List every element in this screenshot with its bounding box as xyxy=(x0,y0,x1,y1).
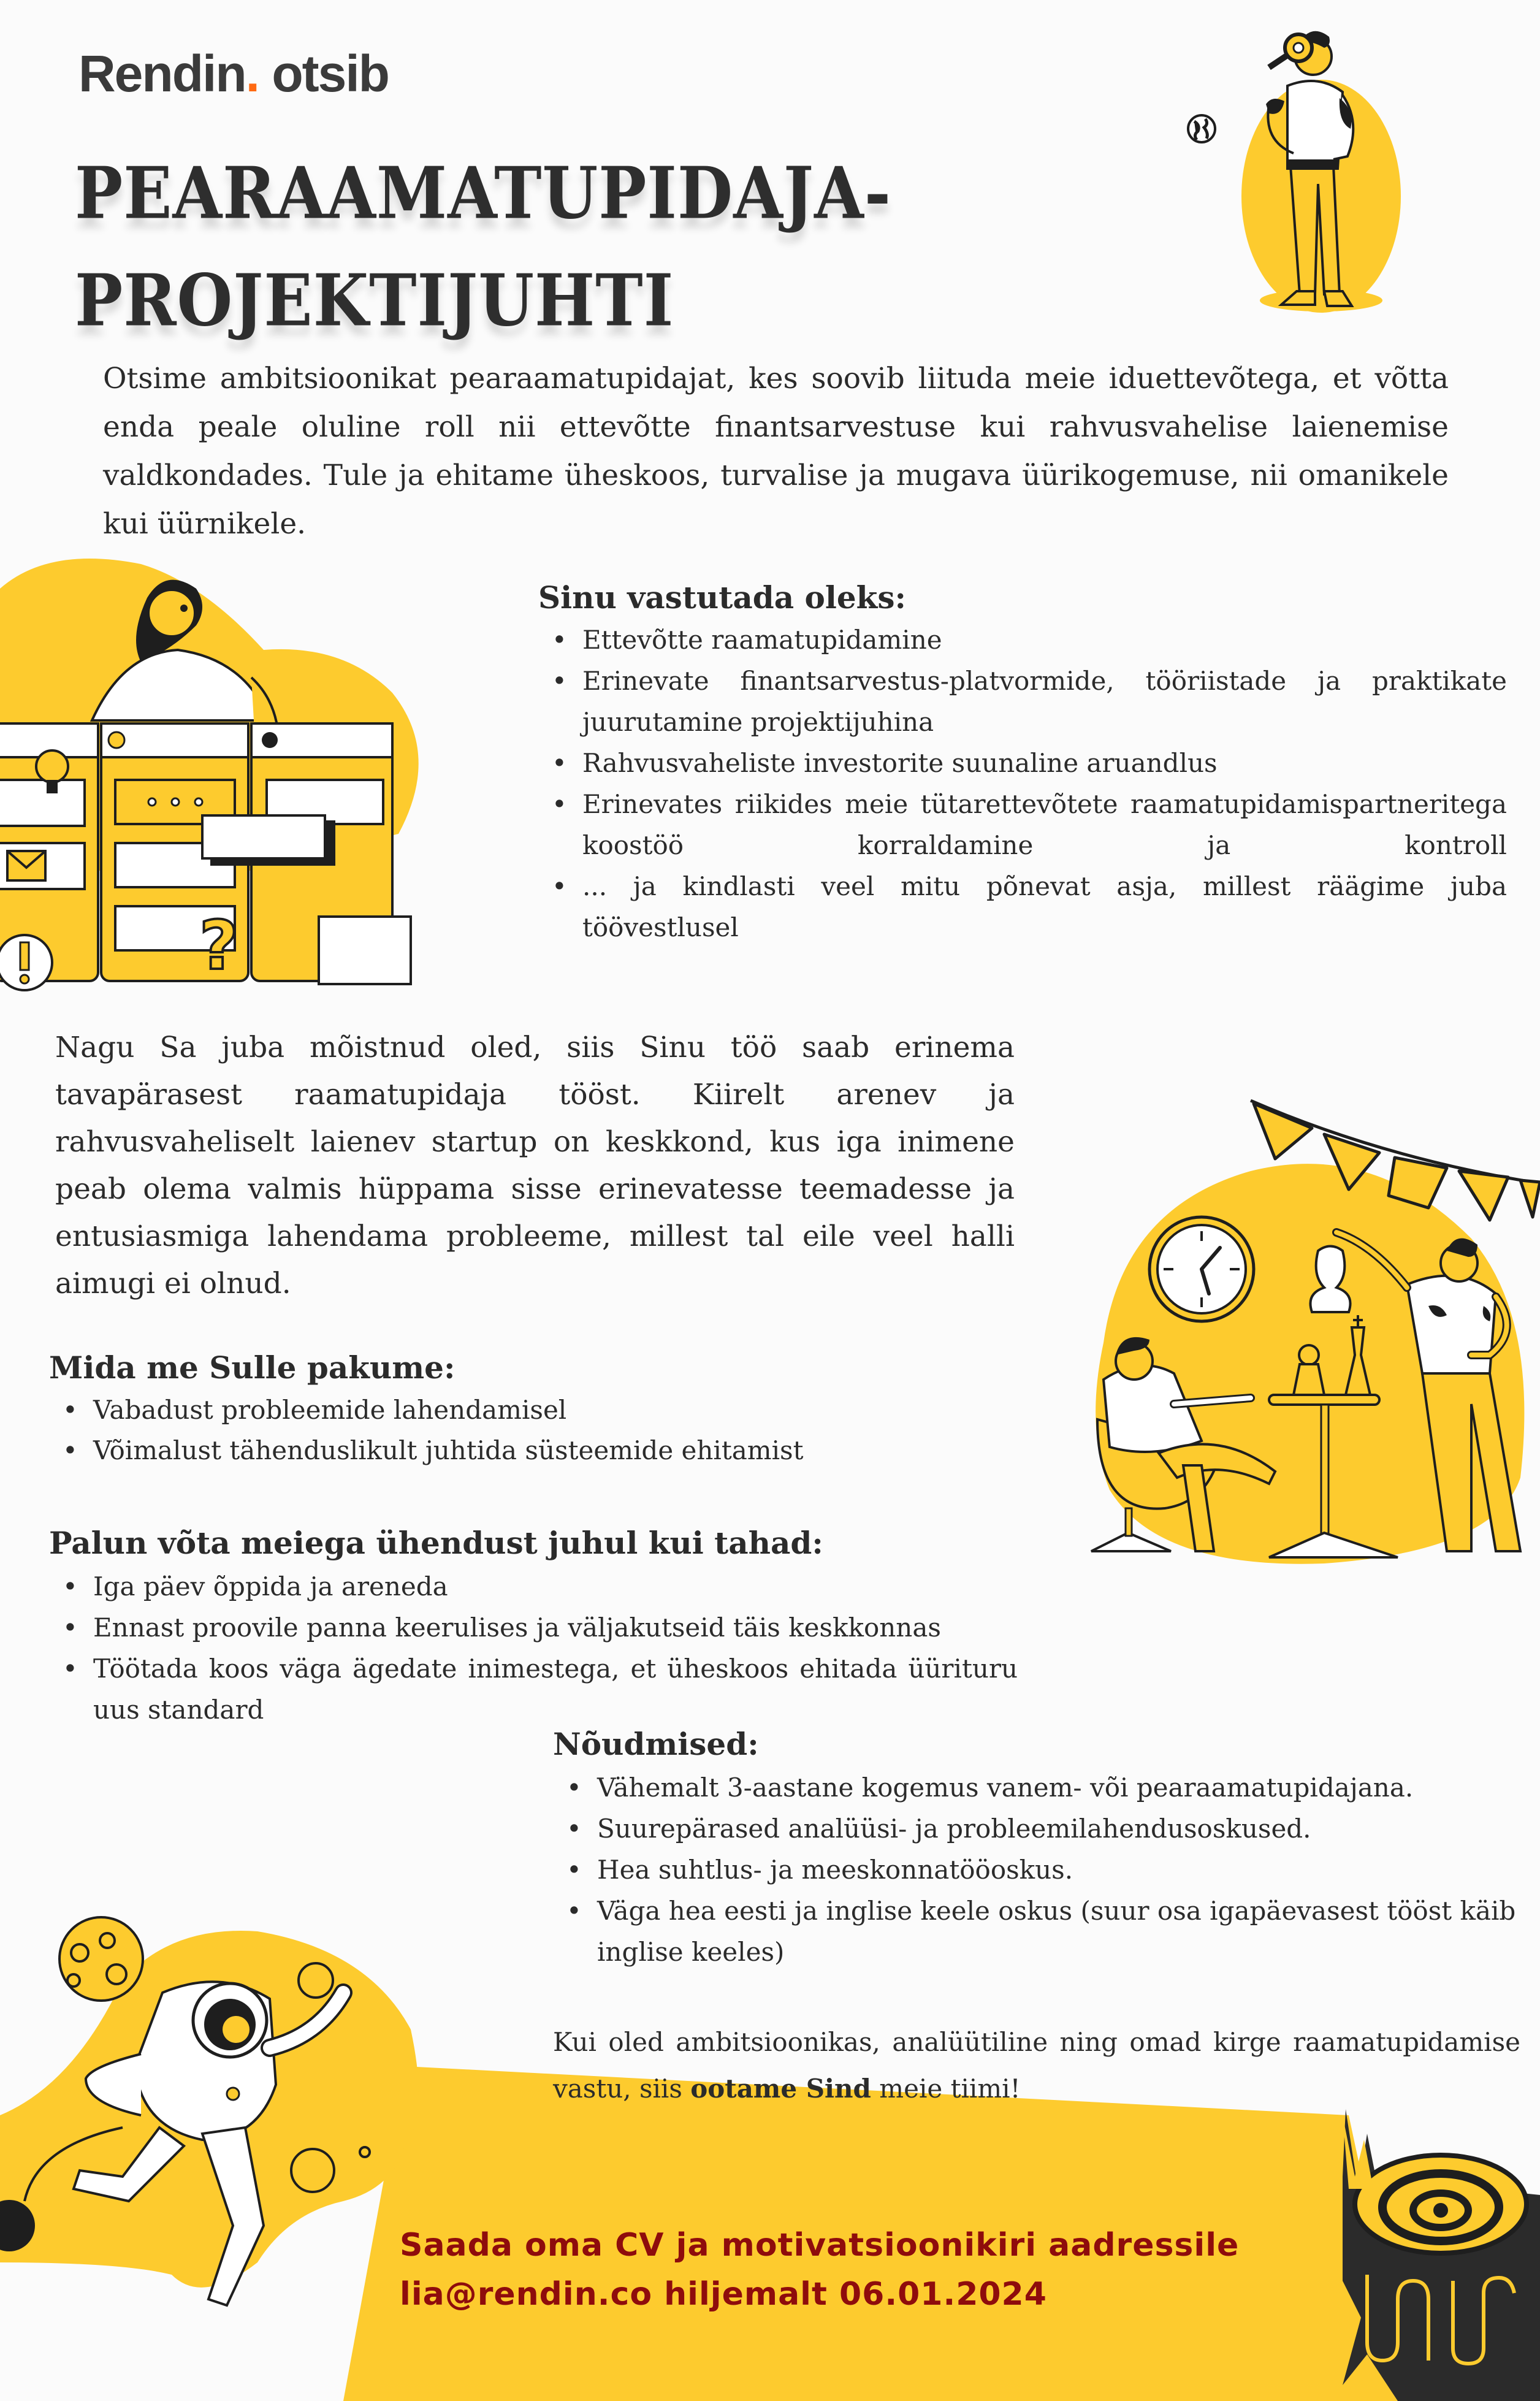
responsibilities-heading: Sinu vastutada oleks: xyxy=(538,579,906,616)
list-item: • ... ja kindlasti veel mitu põnevat asja, millest räägime juba töövestlusel xyxy=(538,866,1507,948)
list-item: • Erinevate finantsarvestus-platvormide, tööriistade ja praktikate juurutamine projektijuhina xyxy=(538,660,1507,742)
contact-if-heading: Palun võta meiega ühendust juhul kui tahad: xyxy=(49,1525,823,1561)
list-item: • Erinevates riikides meie tütarettevõtete raamatupidamispartneritega koostöö korraldamine ja kontroll xyxy=(538,784,1507,866)
brand-dot: . xyxy=(245,45,259,102)
list-item: • Iga päev õppida ja areneda xyxy=(49,1566,1018,1607)
intro-paragraph: Otsime ambitsioonikat pearaamatupidajat, kes soovib liituda meie iduettevõtega, et võtta enda peale oluline roll nii ettevõtte finantsarvestuse kui rahvusvahelise laienemise valdkondades. Tule ja ehitame üheskoos, turvalise ja mugava üürikogemuse, nii omanikele kui üürnikele. xyxy=(103,362,1449,541)
closing-paragraph xyxy=(553,2019,1520,2112)
pawn-icon xyxy=(1294,1345,1324,1395)
page-title xyxy=(75,140,891,354)
question-mark-icon: ? xyxy=(199,906,238,985)
title-line-2: PROJEKTIJUHTI xyxy=(75,258,674,343)
title-line-1: PEARAAMATUPIDAJA- xyxy=(75,150,891,235)
offer-section xyxy=(49,1346,1018,1471)
list-item: • Võimalust tähenduslikult juhtida süsteemide ehitamist xyxy=(49,1430,1018,1471)
contact-if-section xyxy=(49,1521,1018,1730)
list-item: • Töötada koos väga ägedate inimestega, et üheskoos ehitada üürituru uus standard xyxy=(49,1648,1018,1730)
responsibilities-list xyxy=(538,619,1507,948)
brand-suffix: otsib xyxy=(272,45,389,102)
alert-icon xyxy=(0,935,52,990)
brand-logo xyxy=(78,45,389,102)
envelope-icon xyxy=(7,851,45,880)
clock-icon xyxy=(1149,1217,1254,1321)
responsibilities-section xyxy=(538,576,1507,948)
list-item: • Vähemalt 3-aastane kogemus vanem- või pearaamatupidajana. xyxy=(553,1767,1522,1808)
cta-email-deadline[interactable]: lia@rendin.co hiljemalt 06.01.2024 xyxy=(400,2276,1047,2313)
chess-players-illustration xyxy=(1067,1085,1540,1588)
requirements-section xyxy=(553,1722,1522,1972)
globe-icon xyxy=(1188,115,1215,142)
apply-call-to-action xyxy=(400,2221,1239,2319)
offer-list xyxy=(49,1390,1018,1471)
list-item: • Rahvusvaheliste investorite suunaline aruandlus xyxy=(538,742,1507,784)
tree-stump-illustration xyxy=(1330,2097,1540,2401)
closing-text: Kui oled ambitsioonikas, analüütiline ning omad kirge raamatupidamise vastu, siis xyxy=(553,2027,1520,2104)
closing-text-end: meie tiimi! xyxy=(871,2074,1021,2104)
brand-name: Rendin xyxy=(78,45,246,102)
list-item: • Ennast proovile panna keerulises ja väljakutseid täis keskkonnas xyxy=(49,1607,1018,1648)
list-item: • Hea suhtlus- ja meeskonnatööoskus. xyxy=(553,1849,1522,1890)
cta-line-1: Saada oma CV ja motivatsioonikiri aadressile xyxy=(400,2227,1240,2264)
requirements-heading: Nõudmised: xyxy=(553,1726,759,1762)
contact-if-list xyxy=(49,1566,1018,1730)
kanban-board-illustration xyxy=(0,552,527,993)
astronaut-illustration xyxy=(0,1882,466,2391)
requirements-list xyxy=(553,1767,1522,1972)
list-item: • Vabadust probleemide lahendamisel xyxy=(49,1390,1018,1430)
closing-emphasis: ootame Sind xyxy=(690,2074,871,2104)
list-item: • Suurepärased analüüsi- ja probleemilahendusoskused. xyxy=(553,1808,1522,1849)
list-item: • Ettevõtte raamatupidamine xyxy=(538,619,1507,660)
middle-paragraph: Nagu Sa juba mõistnud oled, siis Sinu töö saab erinema tavapärasest raamatupidaja tööst. Kiirelt arenev ja rahvusvaheliselt laienev startup on keskkond, kus iga inimene peab olema valmis hüppama sisse erinevatesse teemadesse ja entusiasmiga lahendama probleeme, millest tal eile veel halli aimugi ei olnud. xyxy=(55,1031,1015,1300)
detective-illustration xyxy=(1177,12,1435,331)
offer-heading: Mida me Sulle pakume: xyxy=(49,1349,456,1386)
list-item: • Väga hea eesti ja inglise keele oskus (suur osa igapäevasest tööst käib inglise keeles) xyxy=(553,1890,1522,1972)
